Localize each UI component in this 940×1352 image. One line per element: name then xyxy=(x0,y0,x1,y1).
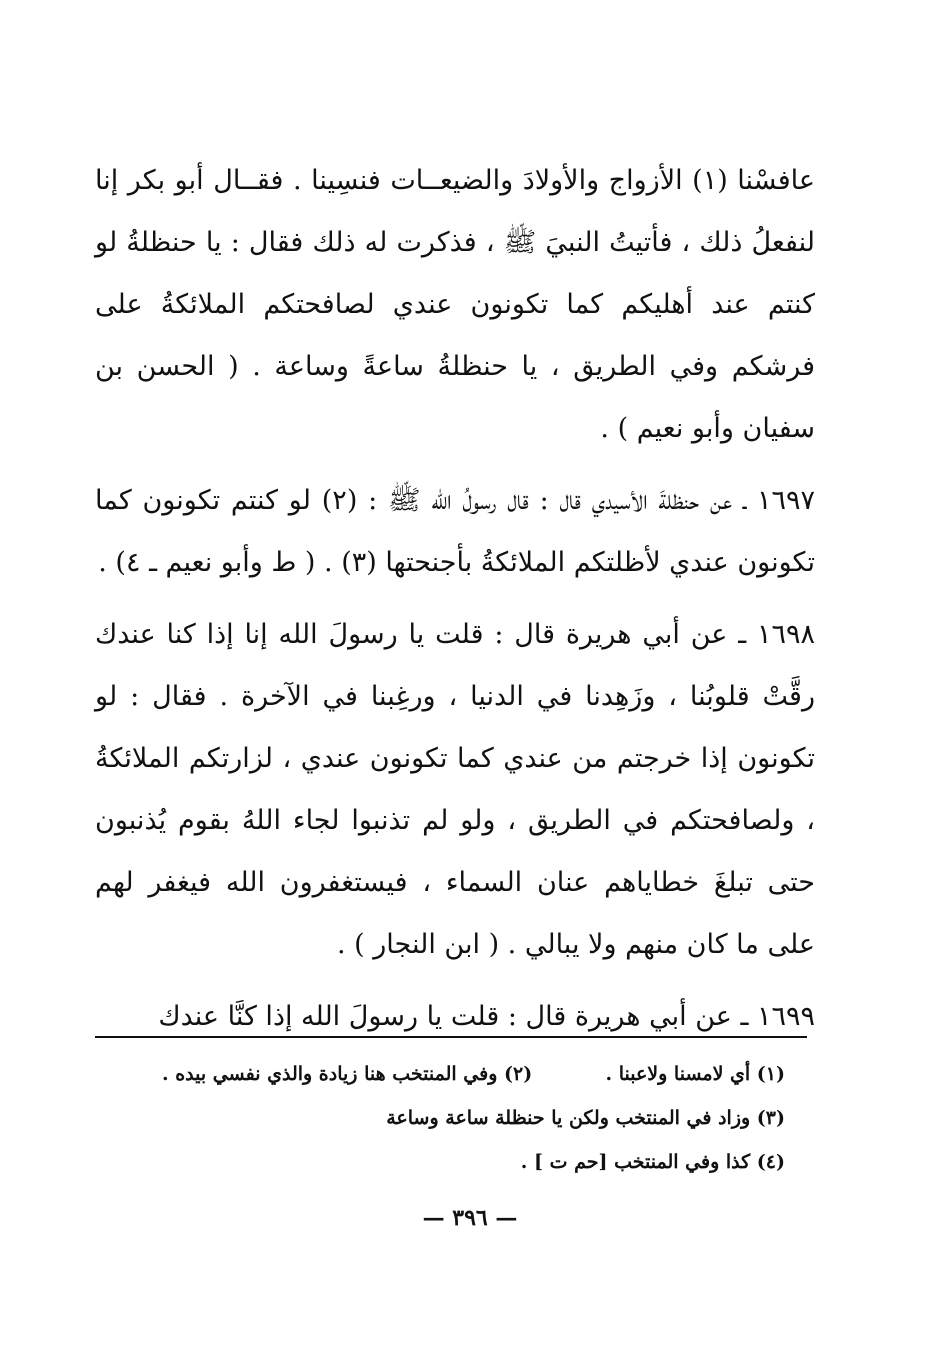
hadith-1699: ١٦٩٩ ـ عن أبي هريرة قال : قلت يا رسولَ الله إذا كنَّا عندك xyxy=(158,1001,815,1032)
page-number: — ٣٩٦ — xyxy=(422,1205,518,1231)
footnote-2: (٢) وفي المنتخب هنا زيادة والذي نفسي بيده . xyxy=(162,1063,533,1085)
footnote-separator xyxy=(95,1036,807,1038)
paragraph-continuation: عافسْنا (١) الأزواج والأولادَ والضيعــات فنسِينا . فقــال أبو بكر إنا لنفعلُ ذلك ، فأتيتُ النبيَ ﷺ ، فذكرت له ذلك فقال : يا حنظلةُ لو كنتم عند أهليكم كما تكونون عندي لصافحتكم الملائكةُ على فرشكم وفي الطريق ، يا حنظلةُ ساعةً وساعة . ( الحسن بن سفيان وأبو نعيم ) . xyxy=(95,165,815,444)
footnote-line xyxy=(95,1052,785,1096)
hadith-1697: ١٦٩٧ ـ عن حنظلةَ الأسيدي قال : قال رسولُ الله ﷺ : (٢) لو كنتم تكونون كما تكونون عندي لأظلتكم الملائكةُ بأجنحتها (٣) . ( ط وأبو نعيم ـ ٤) . xyxy=(95,485,815,578)
hadith-1698: ١٦٩٨ ـ عن أبي هريرة قال : قلت يا رسولَ الله إنا إذا كنا عندك رقَّتْ قلوبُنا ، وزَهِدنا في الدنيا ، ورغِبنا في الآخرة . فقال : لو تكونون إذا خرجتم من عندي كما تكونون عندي ، لزارتكم الملائكةُ ، ولصافحتكم في الطريق ، ولو لم تذنبوا لجاء اللهُ بقوم يُذنبون حتى تبلغَ خطاياهم عنان السماء ، فيستغفرون الله فيغفر لهم على ما كان منهم ولا يبالي . ( ابن النجار ) . xyxy=(95,619,815,960)
main-text xyxy=(95,150,815,1048)
footnote-3: (٣) وزاد في المنتخب ولكن يا حنظلة ساعة وساعة xyxy=(386,1107,785,1129)
footnote-1: (١) أي لامسنا ولاعبنا . xyxy=(605,1063,785,1085)
footnote-4: (٤) كذا وفي المنتخب [حم ت ] . xyxy=(520,1151,785,1173)
footnotes xyxy=(95,1052,785,1184)
